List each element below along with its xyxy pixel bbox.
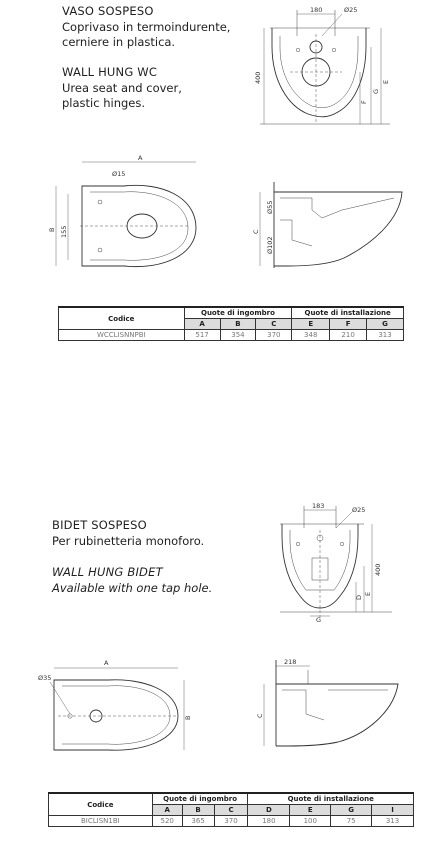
wc-table-installazione-header: Quote di installazione (292, 307, 404, 319)
bidet-side-width-label: 218 (284, 658, 297, 666)
wc-side-outline (274, 192, 402, 266)
wc-top-hole-label: Ø15 (112, 170, 126, 178)
bidet-value-i: 313 (372, 816, 414, 827)
bidet-top-hole-label: Ø35 (38, 674, 52, 682)
wc-table-codice-header: Codice (59, 307, 185, 330)
wc-front-height-label: 400 (254, 71, 262, 84)
bidet-heading-en: WALL HUNG BIDET (52, 565, 163, 579)
wc-front-hole-label: Ø25 (344, 6, 358, 14)
wc-desc-it-line1: Coprivaso in termoindurente, (62, 20, 231, 34)
wc-front-width-label: 180 (310, 6, 323, 14)
bidet-dim-g-label: G (316, 616, 322, 624)
wc-dim-c-label: C (252, 229, 260, 234)
wc-dim-e-label: E (382, 79, 390, 84)
bidet-value-b: 365 (182, 816, 214, 827)
bidet-desc-it: Per rubinetteria monoforo. (52, 534, 205, 548)
bidet-dim-b-label: B (184, 715, 192, 720)
bidet-col-i: I (372, 805, 414, 816)
bidet-col-e: E (290, 805, 331, 816)
bidet-front-width-label: 183 (312, 502, 325, 510)
wc-value-e: 348 (292, 330, 330, 341)
bidet-dim-e-label: E (364, 591, 372, 596)
bidet-dim-c-label: C (256, 713, 264, 718)
bidet-heading-it: BIDET SOSPESO (52, 518, 147, 532)
wc-heading-it: VASO SOSPESO (62, 4, 154, 18)
bidet-value-g: 75 (331, 816, 372, 827)
bidet-value-d: 180 (248, 816, 290, 827)
wc-side-d102-label: Ø102 (266, 236, 274, 254)
wc-dim-f-label: F (360, 100, 368, 104)
wc-desc-it-line2: cerniere in plastica. (62, 35, 176, 49)
wc-desc-en-line2: plastic hinges. (62, 96, 146, 110)
wc-col-g: G (367, 319, 404, 330)
wc-top-view-drawing (50, 152, 200, 270)
wc-front-view-drawing (250, 6, 400, 134)
bidet-col-d: D (248, 805, 290, 816)
bidet-table-installazione-header: Quote di installazione (248, 793, 414, 805)
bidet-front-height-label: 400 (374, 563, 382, 576)
wc-col-c: C (256, 319, 292, 330)
bidet-dim-d-label: D (355, 594, 363, 600)
wc-dim-g-label: G (372, 88, 380, 94)
wc-spec-table (58, 306, 404, 341)
wc-col-a: A (184, 319, 220, 330)
wc-top-outline (82, 185, 196, 266)
bidet-desc-en: Available with one tap hole. (52, 581, 213, 595)
wc-table-ingombro-header: Quote di ingombro (184, 307, 292, 319)
wc-table-code: WCCLISNNPBI (59, 330, 185, 341)
wc-side-view-drawing (252, 180, 412, 272)
wc-value-c: 370 (256, 330, 292, 341)
wc-col-b: B (220, 319, 256, 330)
wc-dim-155-label: 155 (60, 225, 68, 238)
bidet-value-e: 100 (290, 816, 331, 827)
bidet-col-a: A (152, 805, 182, 816)
bidet-front-view-drawing (272, 500, 412, 622)
bidet-col-g: G (331, 805, 372, 816)
bidet-value-a: 520 (152, 816, 182, 827)
bidet-top-view-drawing (38, 656, 192, 758)
wc-value-b: 354 (220, 330, 256, 341)
bidet-table-codice-header: Codice (49, 793, 153, 816)
wc-col-e: E (292, 319, 330, 330)
bidet-table-ingombro-header: Quote di ingombro (152, 793, 248, 805)
wc-value-a: 517 (184, 330, 220, 341)
bidet-spec-table (48, 792, 414, 827)
bidet-value-c: 370 (214, 816, 248, 827)
bidet-table-code: BICLISN1BI (49, 816, 153, 827)
wc-value-g: 313 (367, 330, 404, 341)
bidet-col-b: B (182, 805, 214, 816)
wc-heading-en: WALL HUNG WC (62, 65, 158, 79)
bidet-top-outline (54, 680, 178, 750)
wc-desc-en-line1: Urea seat and cover, (62, 81, 182, 95)
bidet-front-hole-label: Ø25 (352, 506, 366, 514)
bidet-dim-a-label: A (104, 659, 109, 667)
wc-dim-b-label: B (48, 227, 56, 232)
bidet-side-view-drawing (258, 658, 418, 750)
bidet-side-outline (276, 684, 398, 746)
wc-value-f: 210 (330, 330, 367, 341)
wc-dim-a-label: A (138, 154, 143, 162)
wc-side-d55-label: Ø55 (266, 200, 274, 214)
bidet-col-c: C (214, 805, 248, 816)
wc-col-f: F (330, 319, 367, 330)
